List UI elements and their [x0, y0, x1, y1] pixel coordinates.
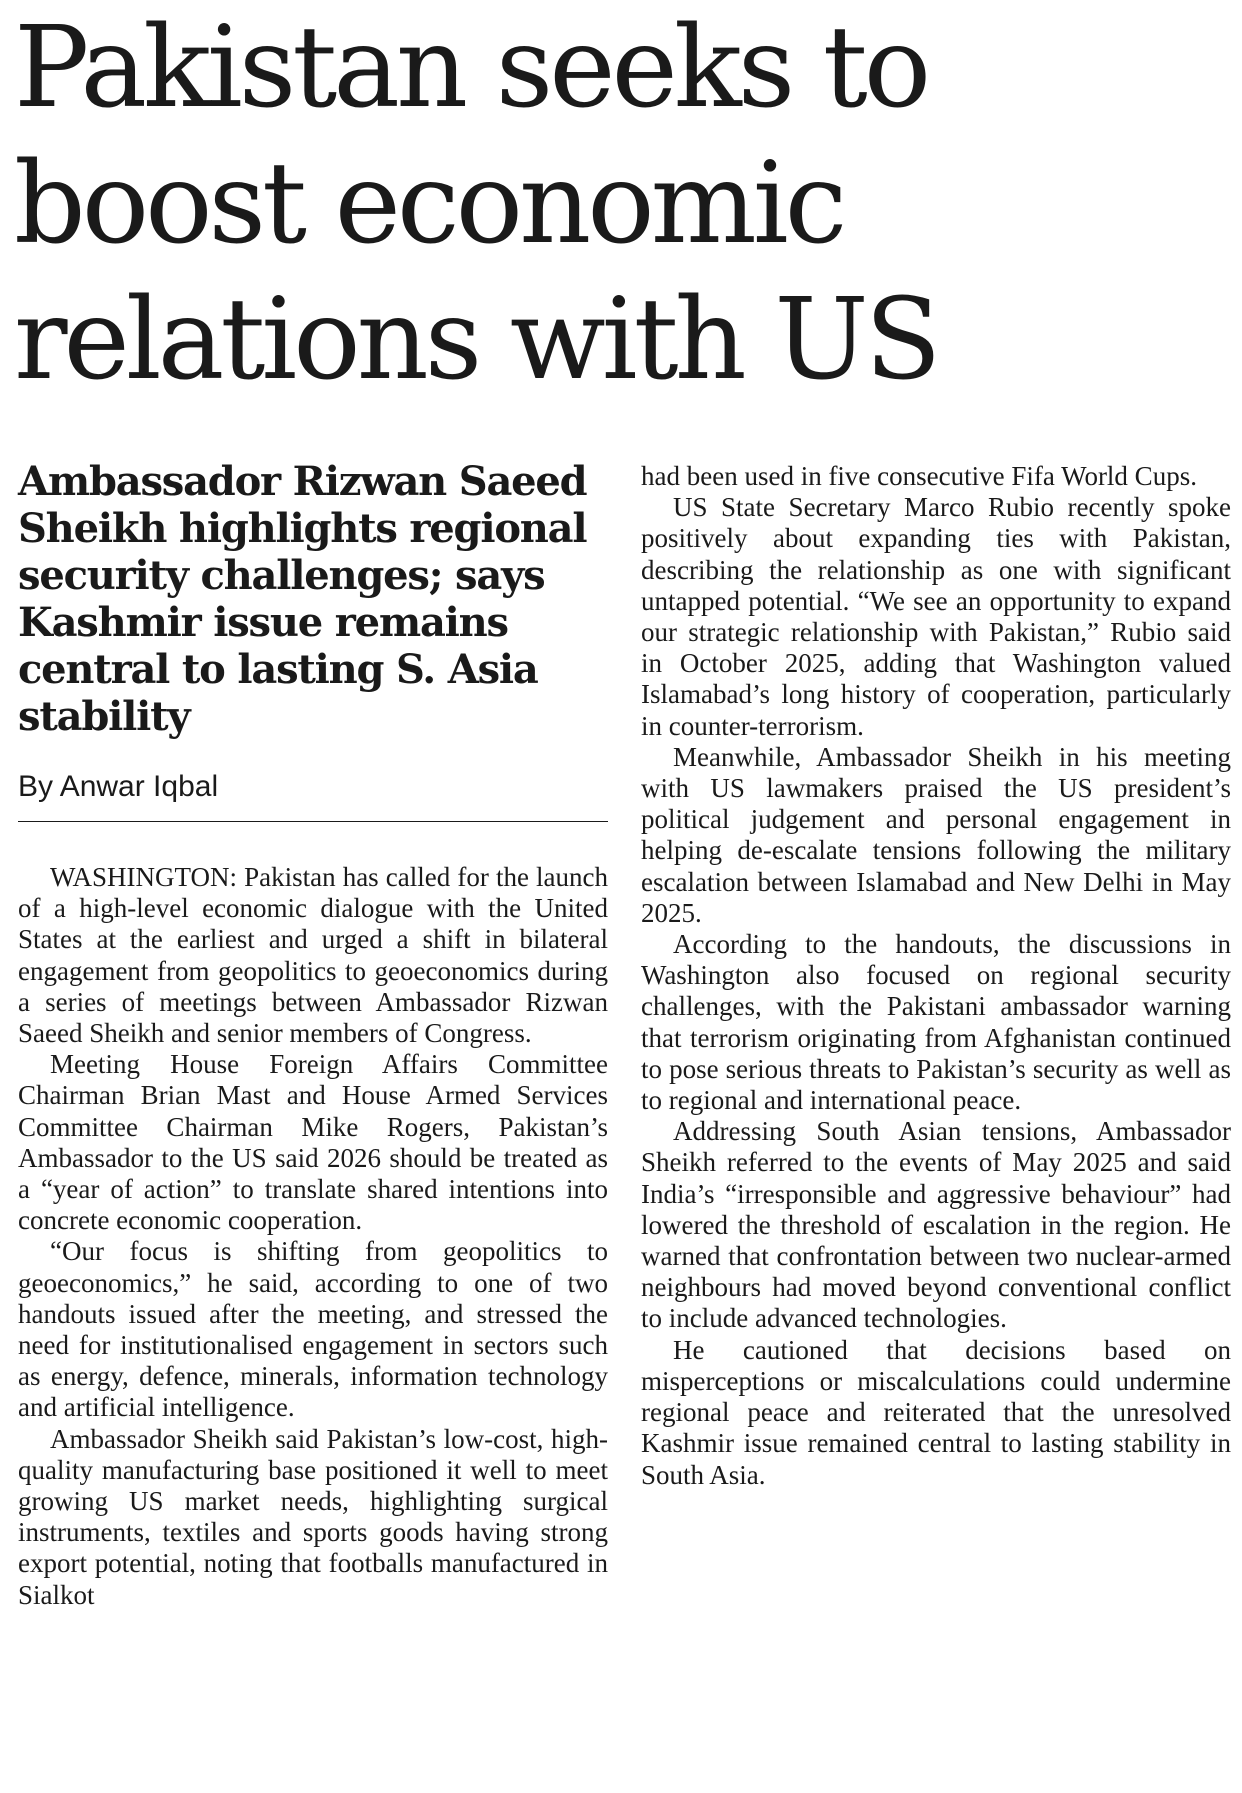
article-paragraph: Addressing South Asian tensions, Ambassador Sheikh referred to the events of May 2025 and said India’s “irresponsible and aggressive behaviour” had lowered the threshold of escalation in the region. He warned that confrontation between two nuclear-armed neighbours had moved beyond conventional conflict to include advanced technologies. [641, 1116, 1231, 1334]
article-paragraph-continued: had been used in five consecutive Fifa World Cups. [641, 461, 1197, 491]
article-paragraph: According to the handouts, the discussions in Washington also focused on regional security challenges, with the Pakistani ambassador warning that terrorism originating from Afghanistan continued to pose serious threats to Pakistan’s security as well as to regional and international peace. [641, 929, 1231, 1116]
article-paragraph: Ambassador Sheikh said Pakistan’s low-cost, high-quality manufacturing base positioned it well to meet growing US market needs, highlighting surgical instruments, textiles and sports goods having strong export potential, noting that footballs manufactured in Sialkot [18, 1423, 608, 1610]
headline-line: Pakistan seeks to [14, 3, 928, 133]
article-paragraph: Meanwhile, Ambassador Sheikh in his meeting with US lawmakers praised the US president’s political judgement and personal engagement in helping de-escalate tensions following the military escalation between Islamabad and New Delhi in May 2025. [641, 741, 1231, 928]
article-paragraph: WASHINGTON: Pakistan has called for the launch of a high-level economic dialogue with the United States at the earliest and urged a shift in bilateral engagement from geopolitics to geoeconomics during a series of meetings between Ambassador Rizwan Saeed Sheikh and senior members of Congress. [18, 862, 608, 1049]
article-paragraph: US State Secretary Marco Rubio recently spoke positively about expanding ties with Pakistan, describing the relationship as one with significant untapped potential. “We see an opportunity to expand our strategic relationship with Pakistan,” Rubio said in October 2025, adding that Washington valued Islamabad’s long history of cooperation, particularly in counter-terrorism. [641, 492, 1231, 741]
headline [14, 0, 1229, 408]
right-column [641, 461, 1231, 1491]
subheadline: Ambassador Rizwan Saeed Sheikh highlights regional security challenges; says Kashmir issue remains central to lasting S. Asia stability [18, 458, 587, 740]
article-paragraph: Meeting House Foreign Affairs Committee Chairman Brian Mast and House Armed Services Committee Chairman Mike Rogers, Pakistan’s Ambassador to the US said 2026 should be treated as a “year of action” to translate shared intentions into concrete economic cooperation. [18, 1049, 608, 1236]
article-paragraph: He cautioned that decisions based on misperceptions or miscalculations could undermine regional peace and reiterated that the unresolved Kashmir issue remained central to lasting stability in South Asia. [641, 1334, 1231, 1490]
article-paragraph: “Our focus is shifting from geopolitics to geoeconomics,” he said, according to one of two handouts issued after the meeting, and stressed the need for institutionalised engagement in sectors such as energy, defence, minerals, information technology and artificial intelligence. [18, 1236, 608, 1423]
headline-line: boost economic [14, 139, 844, 269]
headline-line: relations with US [14, 275, 938, 405]
byline: By Anwar Iqbal [18, 769, 608, 822]
left-column [18, 458, 608, 1611]
